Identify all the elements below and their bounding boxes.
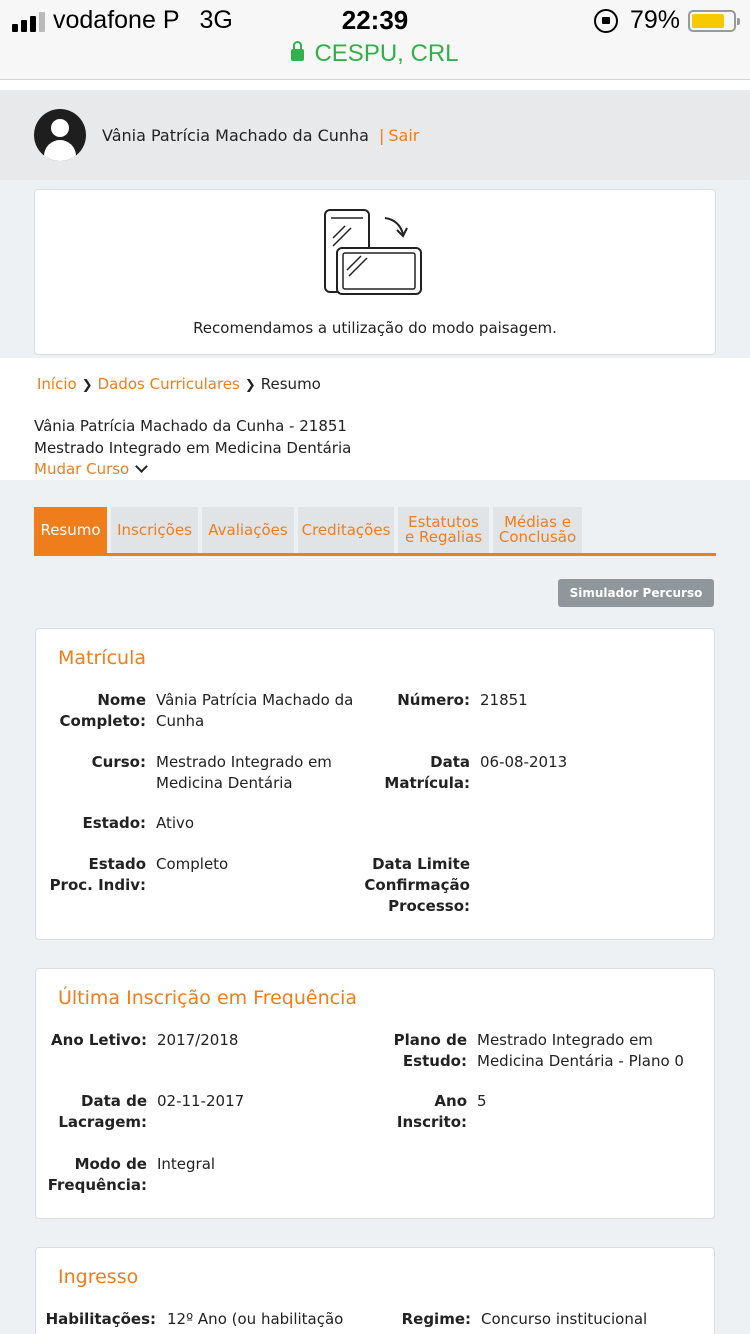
landscape-hint-text: Recomendamos a utilização do modo paisagem. [193,319,557,337]
value-line: Mestrado Integrado em [477,1031,653,1049]
tab-label-line2: Conclusão [498,528,577,546]
tab-label-line2: e Regalias [404,528,483,546]
landscape-hint-area [0,180,750,358]
change-course-label: Mudar Curso [34,460,130,478]
label-line: Plano de [393,1031,467,1049]
breadcrumb [37,375,321,393]
label-line: Data Limite [372,855,470,873]
label-line: Data de [81,1092,147,1110]
change-course-link[interactable] [34,460,146,478]
header-strip [0,80,750,90]
site-address[interactable] [0,40,750,68]
label-line: Frequência: [47,1176,147,1194]
numero-value: 21851 [480,691,528,709]
chevron-down-icon [135,460,148,473]
tab-underline [34,553,716,556]
label-line: Confirmação [364,876,470,894]
modo-frequencia-value: Integral [157,1155,216,1173]
data-lacragem-value: 02-11-2017 [157,1092,245,1110]
tab-creditacoes[interactable] [298,507,394,553]
value-line: Cunha [156,712,205,730]
plano-estudo-label [346,1030,467,1072]
estado-label: Estado: [82,814,146,832]
ano-inscrito-value: 5 [477,1092,487,1110]
label-line: Estado [88,855,146,873]
ios-status-bar [0,0,750,80]
data-matricula-value: 06-08-2013 [480,753,568,771]
breadcrumb-separator-icon: ❯ [81,378,93,393]
label-line: Matrícula: [384,774,470,792]
regime-label: Regime: [401,1310,471,1328]
battery-percent: 79% [629,6,680,34]
data-lacragem-label [36,1091,147,1133]
tab-label: Resumo [40,520,101,539]
label-line: Modo de [74,1155,147,1173]
rotate-device-icon [323,208,427,298]
avatar [34,109,86,161]
ano-letivo-label: Ano Letivo: [51,1031,147,1049]
label-line: Data [430,753,470,771]
value-line: Medicina Dentária - Plano 0 [477,1052,684,1070]
tab-label: Creditações [301,520,391,539]
estado-value: Ativo [156,814,195,832]
matricula-card [35,628,715,940]
student-name-number: Vânia Patrícia Machado da Cunha - 21851 [34,417,347,435]
label-line: Proc. Indiv: [49,876,146,894]
network-type: 3G [199,6,233,34]
tab-bar [34,507,586,553]
ano-letivo-value: 2017/2018 [157,1031,239,1049]
breadcrumb-separator-icon: ❯ [244,378,256,393]
estado-proc-value: Completo [156,855,229,873]
battery-fill [692,14,724,28]
nome-label [36,690,146,732]
padlock-icon [291,49,304,61]
breadcrumb-home[interactable]: Início [37,375,77,393]
tab-label-line1: Estatutos [408,513,479,531]
curso-value [156,752,356,794]
tab-label: Avaliações [208,520,288,539]
label-line: Inscrito: [396,1113,467,1131]
student-info-area [0,358,750,480]
matricula-title: Matrícula [58,647,146,669]
landscape-hint-card [34,189,716,355]
carrier-name: vodafone P [53,6,180,34]
user-name: Vânia Patrícia Machado da Cunha [102,125,369,145]
label-line: Lacragem: [58,1113,147,1131]
label-line: Ano [434,1092,467,1110]
status-right [594,6,736,35]
estado-proc-label [36,854,146,896]
tab-resumo[interactable] [34,507,107,553]
ingresso-title: Ingresso [58,1266,139,1288]
tab-label-line1: Médias e [504,513,571,531]
plano-estudo-value [477,1030,707,1072]
simulator-button[interactable]: Simulador Percurso [558,579,714,607]
tab-medias-conclusao[interactable] [493,507,582,553]
habilitacoes-label: Habilitações: [45,1310,156,1328]
value-line: Vânia Patrícia Machado da [156,691,354,709]
numero-label: Número: [397,691,470,709]
tab-label: Inscrições [117,520,192,539]
nome-value [156,690,356,732]
regime-value: Concurso institucional [481,1310,648,1328]
label-line: Completo: [59,712,146,730]
modo-frequencia-label [36,1154,147,1196]
tab-avaliacoes[interactable] [202,507,294,553]
data-matricula-label [356,752,470,794]
tab-estatutos-regalias[interactable] [398,507,489,553]
inscricao-card [35,968,715,1219]
logout-link[interactable]: Sair [388,125,420,145]
habilitacoes-value: 12º Ano (ou habilitação [167,1310,344,1328]
logout-separator: | [378,125,385,145]
ano-inscrito-label [346,1091,467,1133]
value-line: Mestrado Integrado em [156,753,332,771]
data-limite-label [336,854,470,917]
value-line: Medicina Dentária [156,774,293,792]
user-bar [0,90,750,180]
label-line: Estudo: [402,1052,467,1070]
student-course: Mestrado Integrado em Medicina Dentária [34,439,352,457]
clock: 22:39 [341,5,409,35]
inscricao-title: Última Inscrição em Frequência [58,987,358,1009]
label-line: Processo: [388,897,470,915]
tab-inscricoes[interactable] [111,507,198,553]
ingresso-card [35,1247,715,1334]
site-name: CESPU, CRL [314,40,459,67]
battery-icon [688,10,736,32]
breadcrumb-section[interactable]: Dados Curriculares [97,375,240,393]
breadcrumb-current: Resumo [260,375,321,393]
curso-label: Curso: [91,753,146,771]
rotation-lock-icon [594,9,618,33]
label-line: Nome [97,691,146,709]
